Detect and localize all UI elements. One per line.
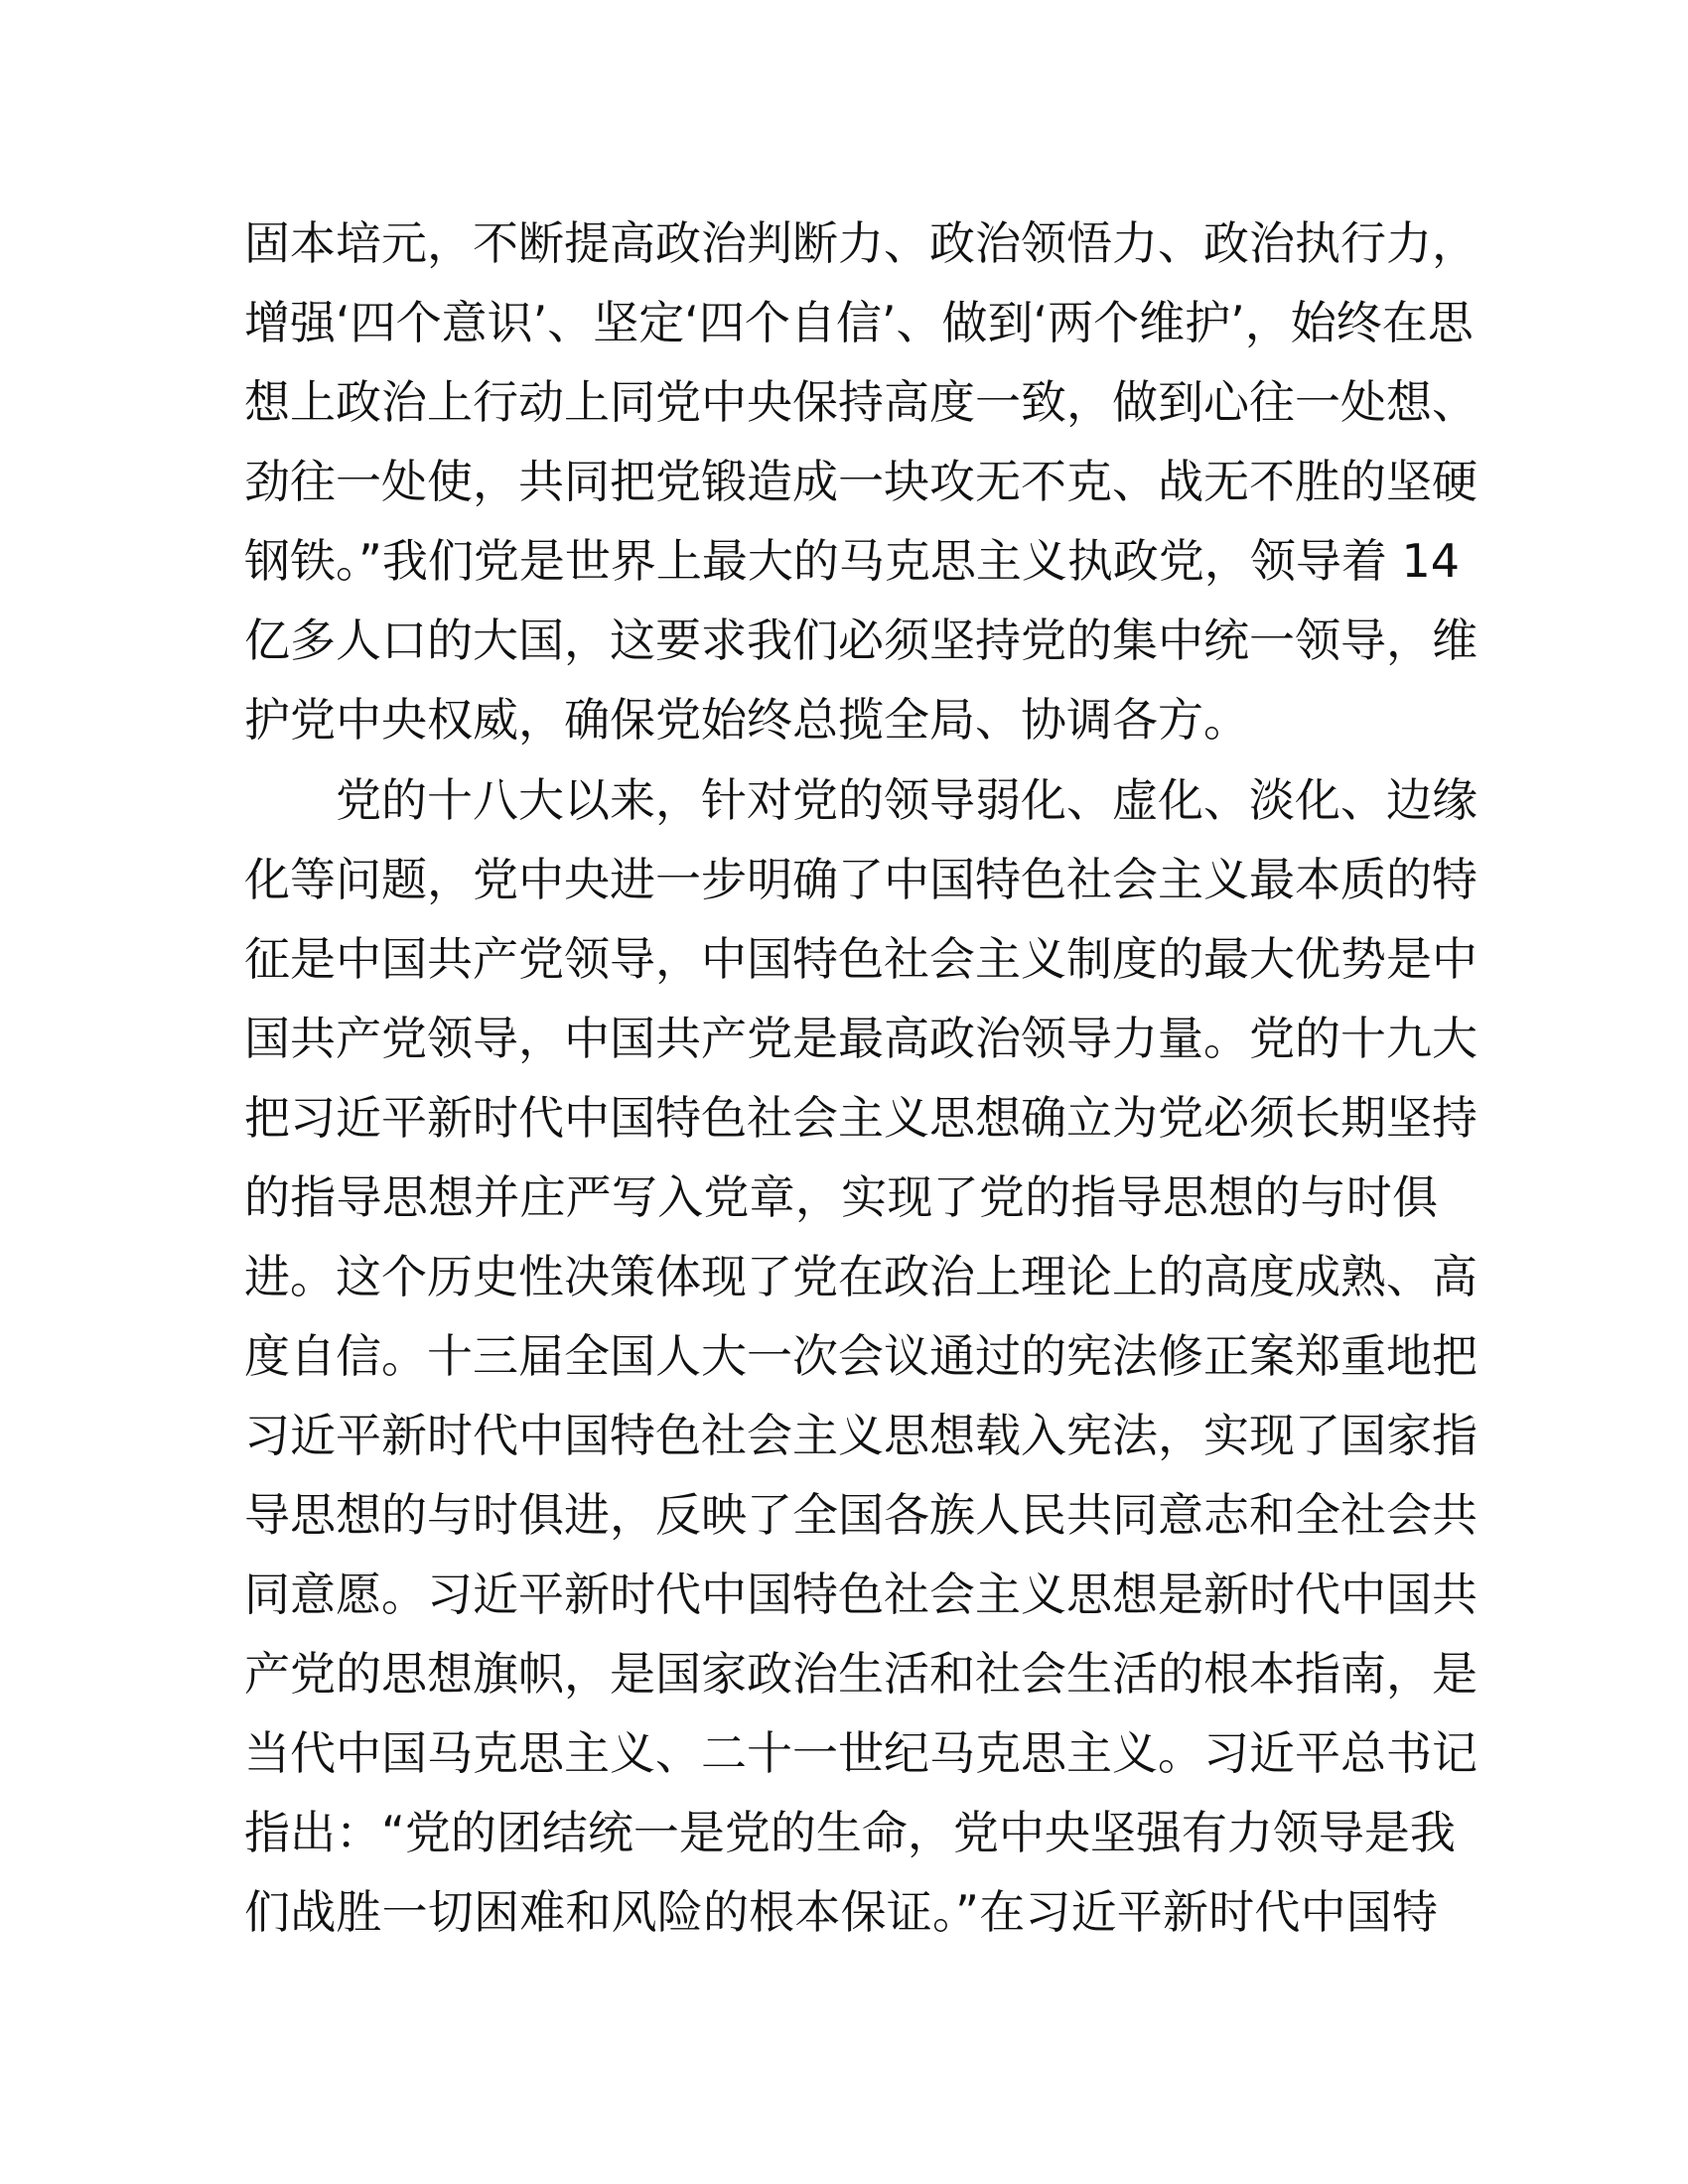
paragraph-line: 劲往一处使，共同把党锻造成一块攻无不克、战无不胜的坚硬 <box>244 455 1477 508</box>
paragraph-line: 指出：“党的团结统一是党的生命，党中央坚强有力领导是我 <box>244 1806 1456 1859</box>
paragraph-line: 固本培元，不断提高政治判断力、政治领悟力、政治执行力， <box>244 216 1477 270</box>
paragraph-line: 导思想的与时俱进，反映了全国各族人民共同意志和全社会共 <box>244 1488 1477 1542</box>
paragraph-line: 把习近平新时代中国特色社会主义思想确立为党必须长期坚持 <box>244 1091 1477 1145</box>
paragraph-line: 增强‘四个意识’、坚定‘四个自信’、做到‘两个维护’，始终在思 <box>244 296 1474 349</box>
paragraph-line: 党的十八大以来，针对党的领导弱化、虚化、淡化、边缘 <box>336 773 1477 827</box>
paragraph-line: 征是中国共产党领导，中国特色社会主义制度的最大优势是中 <box>244 932 1477 986</box>
paragraph-line: 国共产党领导，中国共产党是最高政治领导力量。党的十九大 <box>244 1012 1477 1065</box>
paragraph-line: 护党中央权威，确保党始终总揽全局、协调各方。 <box>244 693 1249 747</box>
paragraph-line: 的指导思想并庄严写入党章，实现了党的指导思想的与时俱 <box>244 1170 1438 1224</box>
paragraph-2 <box>244 760 1477 1952</box>
paragraph-line: 进。这个历史性决策体现了党在政治上理论上的高度成熟、高 <box>244 1250 1477 1303</box>
paragraph-line: 想上政治上行动上同党中央保持高度一致，做到心往一处想、 <box>244 375 1477 429</box>
paragraph-line: 们战胜一切困难和风险的根本保证。”在习近平新时代中国特 <box>244 1885 1438 1939</box>
paragraph-line: 同意愿。习近平新时代中国特色社会主义思想是新时代中国共 <box>244 1568 1477 1621</box>
paragraph-1 <box>244 204 1477 759</box>
paragraph-line: 当代中国马克思主义、二十一世纪马克思主义。习近平总书记 <box>244 1726 1477 1780</box>
paragraph-line: 度自信。十三届全国人大一次会议通过的宪法修正案郑重地把 <box>244 1329 1477 1383</box>
paragraph-line: 化等问题，党中央进一步明确了中国特色社会主义最本质的特 <box>244 853 1477 906</box>
paragraph-line: 产党的思想旗帜，是国家政治生活和社会生活的根本指南，是 <box>244 1647 1477 1701</box>
paragraph-line: 钢铁。”我们党是世界上最大的马克思主义执政党，领导着 14 <box>244 534 1460 588</box>
paragraph-line: 习近平新时代中国特色社会主义思想载入宪法，实现了国家指 <box>244 1409 1477 1462</box>
paragraph-line: 亿多人口的大国，这要求我们必须坚持党的集中统一领导，维 <box>244 614 1477 667</box>
